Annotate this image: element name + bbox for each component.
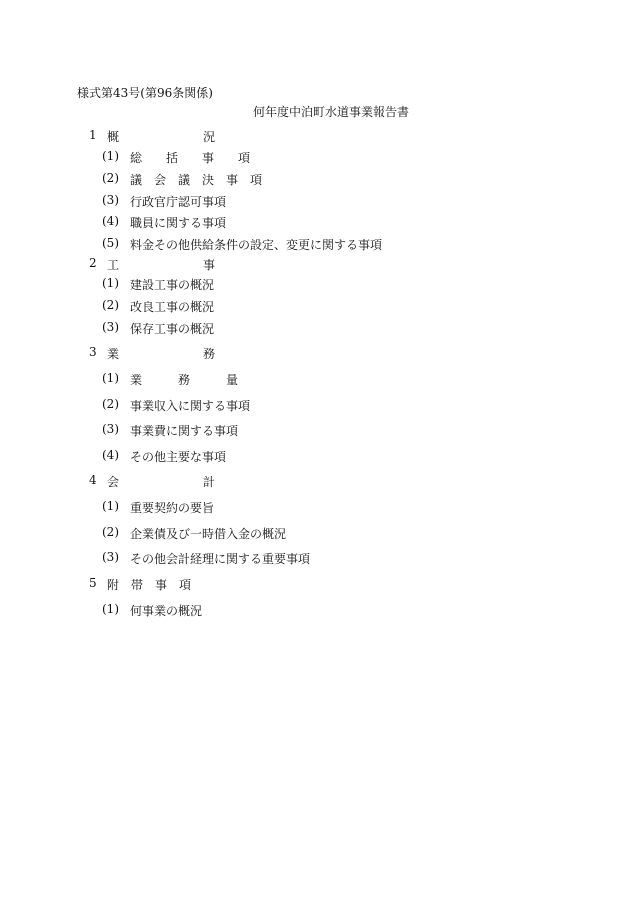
section-number: 4 [89,473,97,487]
item-number: (1) [102,149,119,163]
item-number: (3) [102,422,119,436]
item-number: (2) [102,525,119,539]
item-label: 保存工事の概況 [130,322,215,336]
item-number: (3) [102,320,119,334]
document-title: 何年度中泊町水道事業報告書 [253,105,410,119]
item-label: 総 括 事 項 [130,151,251,165]
item-number: (5) [102,236,119,250]
item-label: その他主要な事項 [130,450,227,464]
item-label: 何事業の概況 [130,604,203,618]
item-number: (4) [102,448,119,462]
section-label: 概 況 [107,130,216,144]
section-number: 3 [89,345,97,359]
item-number: (2) [102,171,119,185]
item-number: (1) [102,371,119,385]
item-label: 建設工事の概況 [130,278,215,292]
item-label: 改良工事の概況 [130,300,215,314]
item-label: 企業債及び一時借入金の概況 [130,527,287,541]
item-number: (2) [102,397,119,411]
item-label: 事業収入に関する事項 [130,399,251,413]
item-label: 重要契約の要旨 [130,501,215,515]
section-label: 会 計 [107,475,216,489]
item-number: (3) [102,193,119,207]
section-label: 業 務 [107,347,216,361]
item-label: 議 会 議 決 事 項 [130,173,263,187]
section-number: 5 [89,576,97,590]
form-number: 様式第43号(第96条関係) [77,86,213,100]
item-number: (3) [102,550,119,564]
item-label: 業 務 量 [130,373,239,387]
item-number: (1) [102,276,119,290]
item-number: (4) [102,214,119,228]
section-number: 2 [89,256,97,270]
item-label: その他会計経理に関する重要事項 [130,552,311,566]
item-label: 職員に関する事項 [130,216,227,230]
item-label: 料金その他供給条件の設定、変更に関する事項 [130,238,383,252]
item-number: (1) [102,499,119,513]
item-number: (2) [102,298,119,312]
item-label: 行政官庁認可事項 [130,195,227,209]
item-number: (1) [102,602,119,616]
section-label: 工 事 [107,258,216,272]
section-label: 附 帯 事 項 [107,578,192,592]
section-number: 1 [89,128,97,142]
item-label: 事業費に関する事項 [130,424,239,438]
